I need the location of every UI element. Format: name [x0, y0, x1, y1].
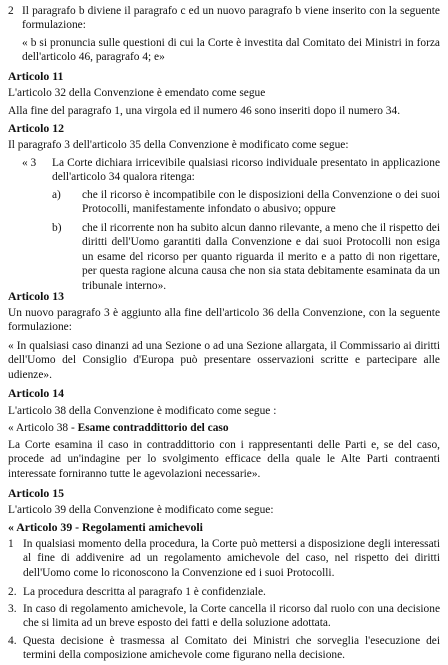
article-11-text-1: L'articolo 32 della Convenzione è emendato come segue — [8, 87, 266, 99]
quote-paragraph-b: « b si pronuncia sulle questioni di cui la Corte è investita dal Comitato dei Ministri in forza dell'articolo 46, paragrafo 4; e» — [22, 37, 440, 64]
article-14-text-1: L'articolo 38 della Convenzione è modificato come segue : — [8, 405, 277, 417]
list-item-text: In caso di regolamento amichevole, la Corte cancella il ricorso dal ruolo con una decisione che si limita ad un breve esposto dei fatti e della soluzione adottata. — [23, 603, 440, 630]
article-13-text: Un nuovo paragrafo 3 è aggiunto alla fine dell'articolo 36 della Convenzione, con la seguente formulazione: — [8, 307, 440, 334]
article-12-quote — [8, 156, 440, 185]
list-item — [8, 602, 440, 631]
quote-number: « 3 — [22, 157, 37, 169]
article-13-heading: Articolo 13 — [8, 289, 65, 303]
list-item — [8, 634, 440, 663]
article-14-text-2: La Corte esamina il caso in contraddittorio con i rappresentanti delle Parti e, se del caso, procede ad un'indagine per lo svolgimento efficace della quale le Alte Parti contraenti interessate forniranno tutte le agevolazioni necessarie». — [8, 439, 440, 480]
article-11-heading: Articolo 11 — [8, 69, 64, 83]
list-item-text: In qualsiasi momento della procedura, la Corte può mettersi a disposizione degli interessati al fine di addivenire ad un regolamento amichevole del caso, nel rispetto dei diritti dell'Uomo come lo riconoscono la Convenzione ed i suoi Protocolli. — [23, 538, 440, 579]
list-item — [8, 188, 440, 217]
paragraph-2 — [8, 4, 440, 33]
list-item — [8, 537, 440, 580]
list-item-letter: b) — [52, 222, 62, 234]
subheading-prefix: « Articolo 38 - — [8, 422, 78, 434]
article-14-heading: Articolo 14 — [8, 386, 65, 400]
quote-text: La Corte dichiara irricevibile qualsiasi ricorso individuale presentato in applicazione dell'articolo 34 qualora ritenga: — [52, 157, 440, 184]
subheading-title: Esame contraddittorio del caso — [77, 422, 229, 434]
list-item — [8, 585, 440, 599]
article-12-text: Il paragrafo 3 dell'articolo 35 della Convenzione è modificato come segue: — [8, 139, 349, 151]
article-11-text-2: Alla fine del paragrafo 1, una virgola ed il numero 46 sono inseriti dopo il numero 34. — [8, 105, 401, 117]
article-15-subheading: « Articolo 39 - Regolamenti amichevoli — [8, 520, 203, 534]
list-item-number: 2. — [8, 586, 17, 598]
list-item-text: La procedura descritta al paragrafo 1 è confidenziale. — [23, 586, 266, 598]
article-14-subheading — [8, 421, 440, 435]
list-item — [8, 221, 440, 293]
article-15-text: L'articolo 39 della Convenzione è modificato come segue: — [8, 504, 274, 516]
paragraph-text: Il paragrafo b diviene il paragrafo c ed un nuovo paragrafo b viene inserito con la seguente formulazione: — [22, 5, 440, 32]
list-item-text: Questa decisione è trasmessa al Comitato dei Ministri che sorveglia l'esecuzione dei termini della composizione amichevole come figurano nella decisione. — [23, 635, 440, 662]
article-13-quote: « In qualsiasi caso dinanzi ad una Sezione o ad una Sezione allargata, il Commissario ai diritti dell'Uomo del Consiglio d'Europa può presentare osservazioni scritte e partecipare alle udienze». — [8, 340, 440, 381]
paragraph-number: 2 — [8, 5, 14, 17]
list-item-letter: a) — [52, 189, 61, 201]
list-item-text: che il ricorrente non ha subito alcun danno rilevante, a meno che il rispetto dei diritti dell'Uomo garantiti dalla Convenzione e dai suoi Protocolli non esiga un esame del ricorso per quanto riguarda il merito e a patto di non rigettare, per questa ragione alcuna causa che non sia stata debitamente esaminata da un tribunale interno». — [82, 222, 440, 292]
list-item-number: 1 — [8, 538, 14, 550]
article-15-heading: Articolo 15 — [8, 486, 65, 500]
list-item-text: che il ricorso è incompatibile con le disposizioni della Convenzione o dei suoi Protocolli, manifestamente infondato o abusivo; oppure — [82, 189, 440, 216]
article-12-heading: Articolo 12 — [8, 121, 65, 135]
list-item-number: 3. — [8, 603, 17, 615]
list-item-number: 4. — [8, 635, 17, 647]
